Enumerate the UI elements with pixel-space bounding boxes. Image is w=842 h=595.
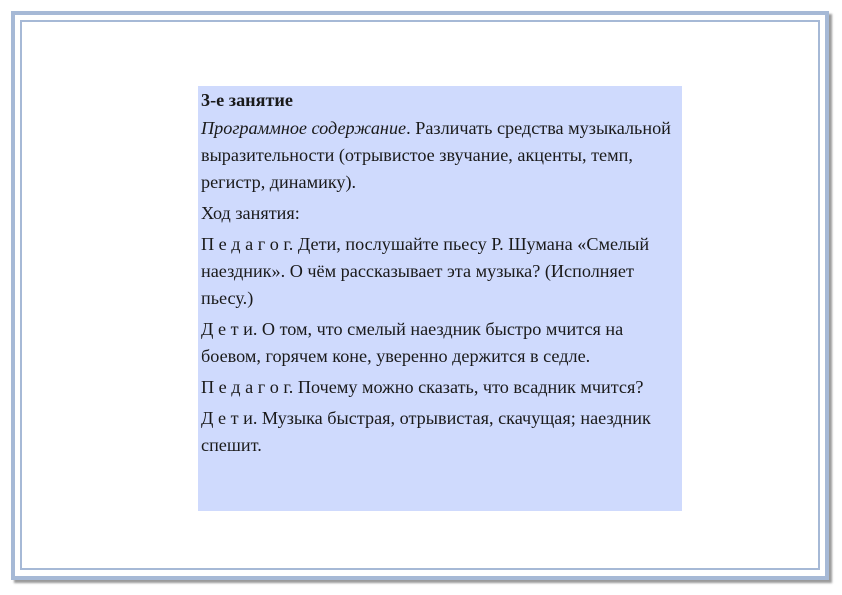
speaker-teacher: П е д а г о г <box>201 377 289 397</box>
dialogue-text: . Дети, послушайте пьесу Р. Шумана «Смелый наездник». О чём рассказывает эта музыка? (Исполняет пьесу.) <box>201 234 650 308</box>
dialogue-line-children-1 <box>201 316 678 370</box>
program-text: . Различать средства музыкальной выразительности (отрывистое звучание, акценты, темп, регистр, динамику). <box>201 118 671 192</box>
program-paragraph <box>201 115 678 196</box>
lesson-title: 3-е занятие <box>201 90 293 110</box>
dialogue-text: . Почему можно сказать, что всадник мчится? <box>288 377 644 397</box>
speaker-children: Д е т и <box>201 319 253 339</box>
dialogue-text: . Музыка быстрая, отрывистая, скачущая; наездник спешит. <box>201 408 651 455</box>
program-label: Программное содержание <box>201 118 407 138</box>
dialogue-line-teacher-2 <box>201 374 678 401</box>
dialogue-text: . О том, что смелый наездник быстро мчится на боевом, горячем коне, уверенно держится в седле. <box>201 319 624 366</box>
speaker-children: Д е т и <box>201 408 253 428</box>
speaker-teacher: П е д а г о г <box>201 234 289 254</box>
progress-label: Ход занятия: <box>201 203 300 223</box>
lesson-text-box <box>198 86 682 511</box>
dialogue-line-teacher-1 <box>201 231 678 312</box>
dialogue-line-children-2 <box>201 405 678 459</box>
